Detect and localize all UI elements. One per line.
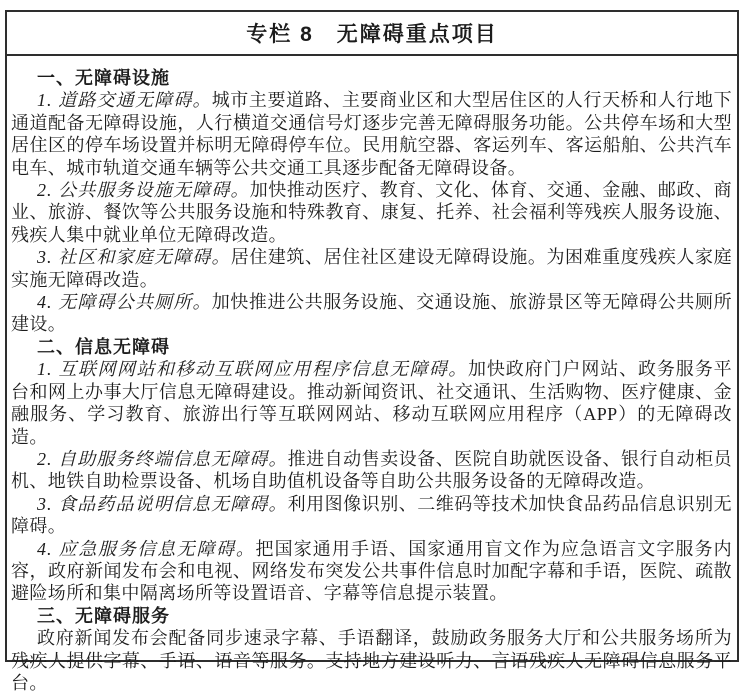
paragraph xyxy=(11,89,732,179)
paragraph-text: 把国家通用手语、国家通用盲文作为应急语言文字服务内容，政府新闻发布会和电视、网络发布突发公共事件信息时加配字幕和手语，医院、疏散避险场所和集中隔离场所等设置语音、字幕等信息提示装置。 xyxy=(11,538,733,604)
paragraph xyxy=(11,179,732,246)
paragraph-lead: 3. 食品药品说明信息无障碍。 xyxy=(37,493,288,514)
panel-body xyxy=(7,56,737,694)
paragraph-text: 加快推进公共服务设施、交通设施、旅游景区等无障碍公共厕所建设。 xyxy=(11,292,732,335)
section-heading: 三、无障碍服务 xyxy=(37,605,170,626)
paragraph xyxy=(11,627,732,694)
paragraph-lead: 4. 应急服务信息无障碍。 xyxy=(37,538,256,559)
paragraph xyxy=(11,538,732,605)
paragraph-text: 推进自动售卖设备、医院自助就医设备、银行自动柜员机、地铁自助检票设备、机场自助值机设备等自助公共服务设备的无障碍改造。 xyxy=(11,448,732,492)
paragraph-text: 加快政府门户网站、政务服务平台和网上办事大厅信息无障碍建设。推动新闻资讯、社交通讯、生活购物、医疗健康、金融服务、学习教育、旅游出行等互联网网站、移动互联网应用程序（APP）的无障碍改造。 xyxy=(11,359,732,447)
paragraph xyxy=(11,448,732,493)
section-heading: 一、无障碍设施 xyxy=(37,68,170,88)
column-panel xyxy=(5,10,739,693)
section-heading: 二、信息无障碍 xyxy=(37,336,170,357)
paragraph-text: 加快推动医疗、教育、文化、体育、交通、金融、邮政、商业、旅游、餐饮等公共服务设施和特殊教育、康复、托养、社会福利等残疾人服务设施、残疾人集中就业单位无障碍改造。 xyxy=(11,180,733,245)
paragraph-lead: 1. 道路交通无障碍。 xyxy=(37,90,212,111)
paragraph xyxy=(11,291,732,336)
paragraph xyxy=(11,493,732,538)
paragraph xyxy=(11,246,732,291)
paragraph-text: 城市主要道路、主要商业区和大型居住区的人行天桥和人行地下通道配备无障碍设施，人行横道交通信号灯逐步完善无障碍服务功能。公共停车场和大型居住区的停车场设置并标明无障碍停车位。民用航空器、客运列车、客运船舶、公共汽车电车、城市轨道交通车辆等公共交通工具逐步配备无障碍设备。 xyxy=(11,90,732,178)
paragraph-lead: 1. 互联网网站和移动互联网应用程序信息无障碍。 xyxy=(37,359,468,380)
paragraph-lead: 2. 公共服务设施无障碍。 xyxy=(37,180,250,201)
paragraph-text: 政府新闻发布会配备同步速录字幕、手语翻译，鼓励政务服务大厅和公共服务场所为残疾人提供字幕、手语、语音等服务。支持地方建设听力、言语残疾人无障碍信息服务平台。 xyxy=(11,628,732,693)
paragraph-text: 居住建筑、居住社区建设无障碍设施。为困难重度残疾人家庭实施无障碍改造。 xyxy=(11,247,732,290)
paragraph-text: 利用图像识别、二维码等技术加快食品药品信息识别无障碍。 xyxy=(11,493,732,537)
panel-title-row xyxy=(7,12,737,56)
paragraph-lead: 3. 社区和家庭无障碍。 xyxy=(37,247,231,268)
paragraph-lead: 2. 自助服务终端信息无障碍。 xyxy=(37,448,288,469)
page-title: 专栏 8 无障碍重点项目 xyxy=(246,23,498,46)
paragraph-lead: 4. 无障碍公共厕所。 xyxy=(37,292,212,313)
paragraph xyxy=(11,358,732,448)
